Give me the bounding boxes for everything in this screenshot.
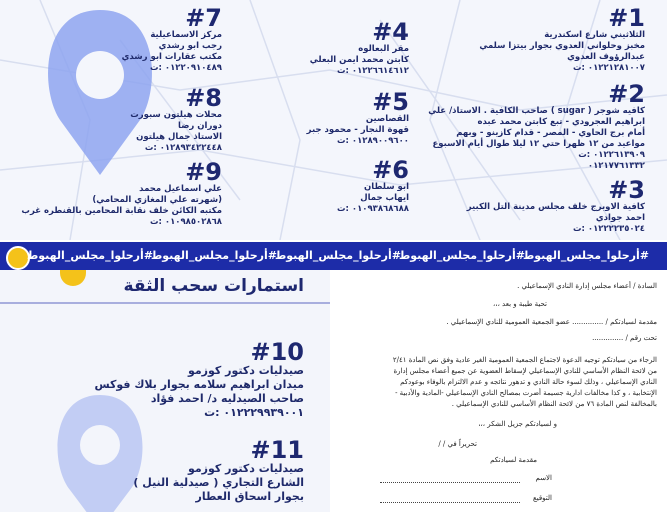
entry-number: #4 (372, 18, 409, 46)
entry-number: #9 (185, 158, 222, 186)
entry-number: #7 (185, 4, 222, 32)
entry-7: #7 مركز الاسماعيلية رجب ابو رشدي مكتب عقارات ابو رشدي ٠١٢٢٠٩١٠٤٨٩ :ت (121, 4, 222, 73)
hashtag: #أرحلوا_مجلس_الهبوط (274, 249, 401, 262)
divider (330, 270, 350, 512)
name-field[interactable] (380, 482, 520, 483)
doc-greeting: تحية طيبة و بعد ،،، (493, 300, 547, 308)
top-panel (0, 0, 667, 240)
doc-signature-label: التوقيع (533, 494, 552, 502)
doc-body: النادي الإسماعيلي ، وذلك لسوء حالة النادي و تدهور نتائجه و عدم الالتزام بالوفاء بوعودكم (400, 378, 657, 386)
entry-6: #6 ابو سلطان ايهاب جمال ٠١٠٩٣٨٦٨٦٨٨ :ت (337, 156, 409, 214)
doc-submitter: مقدمة لسيادتكم / .............. عضو الجمعية العمومية للنادي الإسماعيلي . (446, 318, 657, 326)
entry-number: #5 (372, 88, 409, 116)
entry-11: #11 صيدليات دكتور كوزمو الشارع التجاري ( صيدلية النيل ) بجوار اسحاق العطار (133, 436, 304, 503)
doc-recipient: السادة / أعضاء مجلس إدارة النادي الإسماعيلي . (517, 282, 657, 290)
entry-number: #3 (608, 176, 645, 204)
entry-number: #10 (250, 338, 304, 366)
divider (0, 302, 330, 304)
entry-3: #3 كافية الاوبرج خلف مجلس مدينة التل الكبير احمد جوادي ٠١٢٢٢٢٣٥٠٢٤ :ت (466, 176, 645, 234)
entry-number: #8 (185, 84, 222, 112)
entry-4: #4 مقر البعالوه كابتن محمد ايمن البعلي ٠١٢٢٦٦١٤٦١٢ :ت (309, 18, 409, 76)
doc-body: الرجاء من سيادتكم توجيه الدعوة لاجتماع الجمعية العمومية الغير عادية وفق نص المادة ٢/٤١ (392, 356, 657, 364)
entry-5: #5 القصاصين قهوة النجار - محمود جبر ٠١٢٨٩٠٠٩٦٠٠ :ت (306, 88, 409, 146)
entry-number: #1 (608, 4, 645, 32)
entry-1: #1 الثلاثيني شارع اسكندرية مخبز وحلواني العدوي بجوار بيتزا سلمي عبدالرؤوف العدوي ٠١٢٢١٢٨١٠٠٧ :ت (479, 4, 645, 73)
entry-number: #11 (250, 436, 304, 464)
signature-field[interactable] (380, 502, 520, 503)
entry-number: #6 (372, 156, 409, 184)
entry-9: #9 علي اسماعيل محمد (شهرته علي المغازي المحامي) مكتبه الكائن خلف نقابة المحامين بالقنطره غرب ٠١٠٩٨٥٠٢٨٦٨ :ت (21, 158, 222, 227)
hashtag-bar (0, 240, 667, 270)
doc-thanks: و لسيادتكم جزيل الشكر ،،، (478, 420, 557, 428)
club-logo-icon (60, 270, 86, 286)
entry-2: #2 كافيه شوجر ( sugar ) صاحب الكافية . الاستاذ/ علي ابراهيم العجرودي - تبع كابتن محمد عبده أمام برج الحاوي - المصر - قدام كازينو - وبهم مواعيد من ١٢ ظهرا حتي ١٢ ليلا طوال أيام الاسبوع ٠١٢٢٦١٣٩٠٩ :ت ٠١٢١٧٧٦١٣٣٢ (428, 80, 645, 171)
doc-body: من لائحة النظام الأساسي للنادي الإسماعيلي لإسقاط العضوية عن جميع أعضاء مجلس إدارة (393, 367, 657, 375)
entry-10: #10 صيدليات دكتور كوزمو ميدان ابراهيم سلامه بجوار بلاك فوكس صاحب الصيدليه د/ احمد فؤاد ٠١٢٢٢٩٩٣٩٠٠١ :ت (94, 338, 304, 419)
withdraw-confidence-panel (0, 270, 330, 512)
doc-submitted: مقدمة لسيادتكم (490, 456, 537, 464)
entry-8: #8 محلات هيلتون سبورت دوران رضا الاستاذ جمال هيلتون ٠١٢٨٩٣٤٢٢٤٤٨ :ت (130, 84, 222, 153)
doc-name-label: الاسم (535, 474, 552, 482)
panel-title: استمارات سحب الثقة (123, 276, 304, 296)
hashtag: #أرحلوا_مجلس_الهبوط (150, 249, 277, 262)
hashtag: #أرحلوا_مجلس_الهبوط (522, 249, 649, 262)
doc-body: الإنتخابية ، و كذا مخالفات ادارية جسيمة أضرت بمصالح النادي الإسماعيلي -المادية والأدبية - (395, 389, 657, 397)
petition-document (350, 270, 667, 512)
doc-member-number: تحت رقم / .............. (592, 334, 657, 342)
entry-number: #2 (608, 80, 645, 108)
doc-date: تحريراً في / / (438, 440, 477, 448)
doc-body: بالمخالفة لنص المادة ٧٦ من لائحة النظام الأساسي للنادي الإسماعيلي . (451, 400, 657, 408)
hashtag: #أرحلوا_مجلس_الهبوط (398, 249, 525, 262)
hashtag: #أرحلوا_مجلس_الهبوط (26, 249, 153, 262)
